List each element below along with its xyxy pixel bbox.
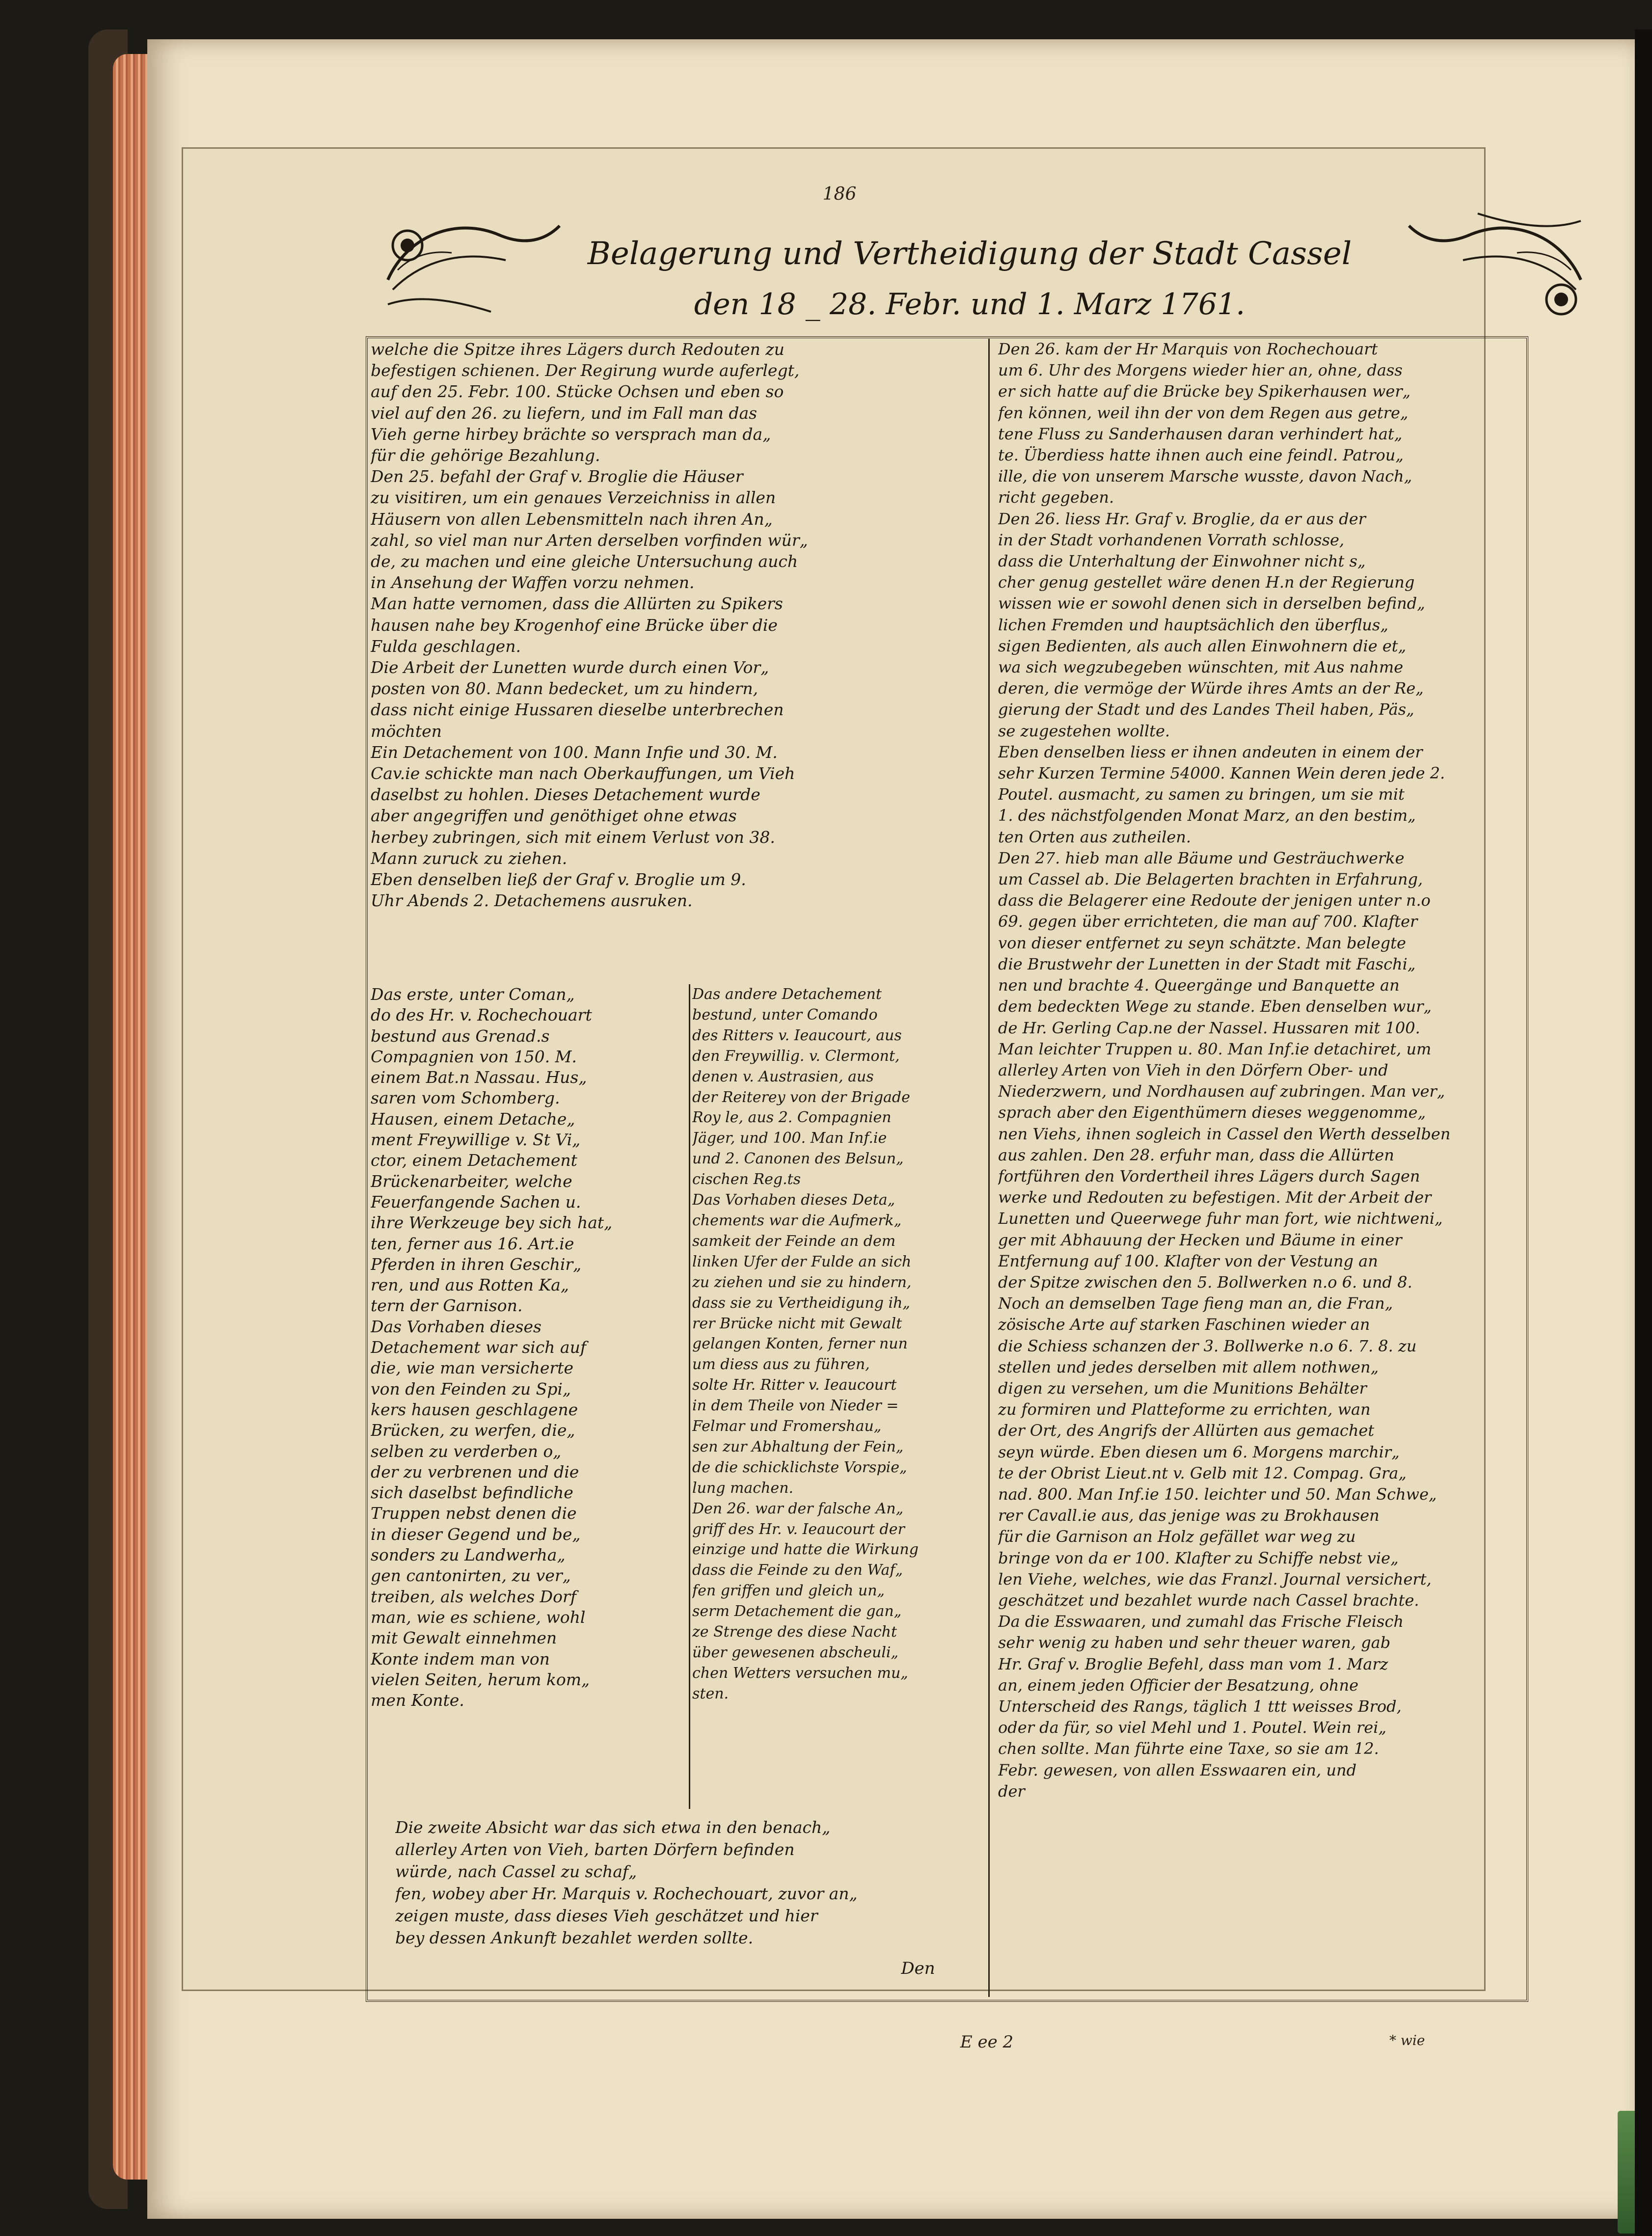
text-line: Da die Esswaaren, und zumahl das Frische Fleisch	[998, 1612, 1404, 1631]
text-line: dass sie zu Vertheidigung ih„	[692, 1294, 910, 1312]
text-line: fortführen den Vordertheil ihres Lägers durch Sagen	[998, 1166, 1420, 1185]
text-line: er sich hatte auf die Brücke bey Spikerhausen wer„	[998, 382, 1411, 401]
text-line: welche die Spitze ihres Lägers durch Redouten zu	[371, 340, 785, 359]
text-line: lichen Fremden und hauptsächlich den überflus„	[998, 615, 1388, 634]
text-line: zahl, so viel man nur Arten derselben vorfinden wür„	[371, 530, 808, 550]
text-line: auf den 25. Febr. 100. Stücke Ochsen und eben so	[371, 382, 784, 402]
first-detachment-text	[371, 984, 690, 1711]
text-line: geschätzet und bezahlet wurde nach Cassel brachte.	[998, 1590, 1419, 1610]
text-line: Hr. Graf v. Broglie Befehl, dass man vom 1. Marz	[998, 1654, 1388, 1673]
text-line: sehr wenig zu haben und sehr theuer waren, gab	[998, 1633, 1391, 1652]
text-line: ment Freywillige v. St Vi„	[371, 1130, 581, 1150]
text-line: linken Ufer der Fulde an sich	[692, 1253, 912, 1270]
text-line: sonders zu Landwerha„	[371, 1545, 566, 1565]
page-catchword: * wie	[1389, 2032, 1425, 2048]
column-divider	[988, 339, 990, 1997]
left-column-text	[371, 339, 975, 911]
text-line: Das Vorhaben dieses	[371, 1317, 542, 1336]
text-line: dass die Belagerer eine Redoute der jenigen unter n.o	[998, 891, 1431, 910]
text-line: solte Hr. Ritter v. Ieaucourt	[692, 1376, 897, 1394]
text-line: stellen und jedes derselben mit allem nothwen„	[998, 1357, 1379, 1376]
text-line: sehr Kurzen Termine 54000. Kannen Wein deren jede 2.	[998, 764, 1445, 783]
text-line: Häusern von allen Lebensmitteln nach ihren An„	[371, 509, 773, 529]
text-line: befestigen schienen. Der Regirung wurde auferlegt,	[371, 361, 800, 380]
text-line: Truppen nebst denen die	[371, 1504, 577, 1523]
text-line: ihre Werkzeuge bey sich hat„	[371, 1213, 613, 1233]
text-line: gen cantonirten, zu ver„	[371, 1566, 571, 1586]
text-line: Ein Detachement von 100. Mann Infie und 30. M.	[371, 742, 778, 762]
text-line: zu visitiren, um ein genaues Verzeichniss in allen	[371, 488, 776, 508]
text-line: chements war die Aufmerk„	[692, 1212, 902, 1229]
text-line: nen und brachte 4. Queergänge und Banquette an	[998, 976, 1400, 995]
text-line: nen Viehs, ihnen sogleich in Cassel den Werth desselben	[998, 1124, 1451, 1143]
text-line: man, wie es schiene, wohl	[371, 1607, 586, 1627]
text-line: Den 25. befahl der Graf v. Broglie die Häuser	[371, 467, 743, 486]
text-line: einzige und hatte die Wirkung	[692, 1541, 919, 1559]
text-line: nad. 800. Man Inf.ie 150. leichter und 50. Man Schwe„	[998, 1484, 1437, 1504]
text-line: Den 27. hieb man alle Bäume und Gesträuchwerke	[998, 848, 1405, 867]
text-line: in dieser Gegend und be„	[371, 1524, 581, 1544]
text-line: die, wie man versicherte	[371, 1358, 573, 1378]
plate-title: Belagerung und Vertheidigung der Stadt Cassel	[587, 236, 1352, 272]
text-line: do des Hr. v. Rochechouart	[371, 1005, 592, 1025]
text-line: richt gegeben.	[998, 488, 1114, 507]
text-line: digen zu versehen, um die Munitions Behälter	[998, 1378, 1367, 1398]
text-line: Eben denselben ließ der Graf v. Broglie um 9.	[371, 870, 746, 889]
text-line: zu formiren und Platteforme zu errichten, wan	[998, 1400, 1371, 1419]
text-line: chen sollte. Man führte eine Taxe, so sie am 12.	[998, 1739, 1379, 1758]
text-line: wa sich wegzubegeben wünschten, mit Aus nahme	[998, 658, 1404, 677]
text-line: für die Garnison an Holz gefället war weg zu	[998, 1527, 1356, 1546]
text-line: der	[998, 1781, 1025, 1801]
text-line: treiben, als welches Dorf	[371, 1587, 576, 1606]
text-line: Konte indem man von	[371, 1649, 550, 1669]
text-line: von den Feinden zu Spi„	[371, 1379, 571, 1399]
text-line: der Reiterey von der Brigade	[692, 1088, 910, 1106]
text-line: serm Detachement die gan„	[692, 1603, 902, 1620]
page-number: 186	[822, 184, 857, 204]
text-line: von dieser entfernet zu seyn schätzte. Man belegte	[998, 933, 1406, 952]
text-line: len Viehe, welches, wie das Franzl. Journal versichert,	[998, 1569, 1432, 1589]
text-line: ren, und aus Rotten Ka„	[371, 1275, 569, 1295]
text-line: Noch an demselben Tage fieng man an, die Fran„	[998, 1294, 1393, 1313]
text-line: zösische Arte auf starken Faschinen wieder an	[998, 1315, 1370, 1334]
text-line: für die gehörige Bezahlung.	[371, 446, 600, 465]
text-line: Compagnien von 150. M.	[371, 1047, 577, 1066]
text-line: herbey zubringen, sich mit einem Verlust von 38.	[371, 827, 775, 847]
text-line: Cav.ie schickte man nach Oberkauffungen, um Vieh	[371, 764, 795, 783]
text-line: den Freywillig. v. Clermont,	[692, 1047, 900, 1065]
text-line: dass die Unterhaltung der Einwohner nicht s„	[998, 552, 1366, 571]
text-line: deren, die vermöge der Würde ihres Amts an der Re„	[998, 679, 1424, 698]
second-detachment-text	[692, 984, 982, 1704]
text-line: lung machen.	[692, 1479, 794, 1497]
text-line: seyn würde. Eben diesen um 6. Morgens marchir„	[998, 1442, 1400, 1461]
text-line: bestund, unter Comando	[692, 1006, 878, 1024]
text-line: der Spitze zwischen den 5. Bollwerken n.o 6. und 8.	[998, 1272, 1412, 1292]
text-line: sich daselbst befindliche	[371, 1483, 573, 1503]
text-line: sten.	[692, 1685, 729, 1702]
text-line: Uhr Abends 2. Detachemens ausruken.	[371, 891, 693, 911]
text-line: men Konte.	[371, 1691, 464, 1710]
text-line: Man leichter Truppen u. 80. Man Inf.ie detachiret, um	[998, 1039, 1432, 1058]
text-line: Lunetten und Queerwege fuhr man fort, wie nichtweni„	[998, 1209, 1443, 1228]
text-line: tern der Garnison.	[371, 1296, 523, 1316]
text-line: des Ritters v. Ieaucourt, aus	[692, 1026, 902, 1044]
text-line: de die schicklichste Vorspie„	[692, 1458, 907, 1476]
left-column-catchword: Den	[901, 1959, 935, 1978]
text-line: Felmar und Fromershau„	[692, 1418, 882, 1435]
text-line: dem bedeckten Wege zu stande. Eben denselben wur„	[998, 997, 1432, 1016]
text-line: Das andere Detachement	[692, 986, 882, 1003]
text-line: und 2. Canonen des Belsun„	[692, 1150, 904, 1168]
text-line: Das Vorhaben dieses Deta„	[692, 1191, 895, 1209]
text-line: mit Gewalt einnehmen	[371, 1628, 557, 1648]
text-line: um Cassel ab. Die Belagerten brachten in Erfahrung,	[998, 870, 1423, 889]
text-line: rer Cavall.ie aus, das jenige was zu Brokhausen	[998, 1506, 1380, 1525]
text-line: Eben denselben liess er ihnen andeuten in einem der	[998, 742, 1423, 761]
text-line: denen v. Austrasien, aus	[692, 1068, 874, 1085]
text-line: griff des Hr. v. Ieaucourt der	[692, 1520, 905, 1538]
text-line: zeigen muste, dass dieses Vieh geschätzet und hier	[395, 1906, 818, 1925]
text-line: Feuerfangende Sachen u.	[371, 1192, 581, 1212]
text-line: Brücken, zu werfen, die„	[371, 1421, 575, 1440]
text-line: Den 26. liess Hr. Graf v. Broglie, da er aus der	[998, 509, 1366, 528]
text-line: Vieh gerne hirbey brächte so versprach man da„	[371, 424, 771, 444]
text-line: saren vom Schomberg.	[371, 1088, 560, 1108]
text-line: ten Orten aus zutheilen.	[998, 827, 1192, 846]
right-scroll-ornament	[1404, 206, 1591, 319]
text-line: die Brustwehr der Lunetten in der Stadt mit Faschi„	[998, 954, 1416, 973]
text-line: Poutel. ausmacht, zu samen zu bringen, um sie mit	[998, 785, 1405, 804]
signature-mark: E ee 2	[960, 2032, 1014, 2052]
text-line: ctor, einem Detachement	[371, 1151, 577, 1170]
text-line: viel auf den 26. zu liefern, und im Fall man das	[371, 403, 758, 423]
text-line: gelangen Konten, ferner nun	[692, 1335, 908, 1353]
text-line: in dem Theile von Nieder =	[692, 1397, 899, 1415]
text-line: cher genug gestellet wäre denen H.n der Regierung	[998, 573, 1415, 592]
text-line: in Ansehung der Waffen vorzu nehmen.	[371, 573, 695, 593]
text-line: sigen Bedienten, als auch allen Einwohnern die et„	[998, 636, 1407, 655]
text-line: kers hausen geschlagene	[371, 1400, 578, 1419]
text-line: Die Arbeit der Lunetten wurde durch einen Vor„	[371, 658, 769, 677]
text-line: samkeit der Feinde an dem	[692, 1232, 896, 1250]
text-line: würde, nach Cassel zu schaf„	[395, 1862, 637, 1881]
text-line: daselbst zu hohlen. Dieses Detachement wurde	[371, 785, 760, 805]
text-line: se zugestehen wollte.	[998, 721, 1170, 740]
text-line: sprach aber den Eigenthümern dieses weggenomme„	[998, 1103, 1426, 1122]
text-line: über gewesenen abscheuli„	[692, 1644, 899, 1661]
text-line: oder da für, so viel Mehl und 1. Poutel. Wein rei„	[998, 1718, 1387, 1737]
text-line: cischen Reg.ts	[692, 1171, 801, 1188]
text-line: rer Brücke nicht mit Gewalt	[692, 1315, 902, 1332]
text-line: Den 26. kam der Hr Marquis von Rochechouart	[998, 340, 1378, 358]
text-line: Niederzwern, und Nordhausen auf zubringen. Man ver„	[998, 1082, 1445, 1101]
text-line: fen griffen und gleich un„	[692, 1582, 885, 1600]
text-line: Mann zuruck zu ziehen.	[371, 848, 568, 868]
text-line: Unterscheid des Rangs, täglich 1 ttt weisses Brod,	[998, 1697, 1402, 1716]
text-line: Die zweite Absicht war das sich etwa in den benach„	[395, 1818, 831, 1837]
text-line: Brückenarbeiter, welche	[371, 1171, 572, 1191]
text-line: Roy le, aus 2. Compagnien	[692, 1109, 892, 1127]
text-line: 69. gegen über errichteten, die man auf 700. Klafter	[998, 912, 1418, 931]
text-line: selben zu verderben o„	[371, 1441, 562, 1461]
text-line: um diess aus zu führen,	[692, 1356, 870, 1374]
text-line: fen können, weil ihn der von dem Regen aus getre„	[998, 403, 1408, 422]
text-line: allerley Arten von Vieh in den Dörfern Ober- und	[998, 1060, 1388, 1079]
text-line: bringe von da er 100. Klafter zu Schiffe nebst vie„	[998, 1548, 1399, 1567]
text-line: Jäger, und 100. Man Inf.ie	[692, 1130, 887, 1147]
text-line: chen Wetters versuchen mu„	[692, 1664, 908, 1682]
text-line: ille, die von unserem Marsche wusste, davon Nach„	[998, 467, 1412, 486]
text-line: in der Stadt vorhandenen Vorrath schlosse,	[998, 530, 1345, 549]
plate-subtitle: den 18 _ 28. Febr. und 1. Marz 1761.	[694, 287, 1246, 322]
text-line: möchten	[371, 721, 442, 741]
text-line: Fulda geschlagen.	[371, 636, 521, 656]
scan-border	[1635, 29, 1652, 2236]
text-line: wissen wie er sowohl denen sich in derselben befind„	[998, 594, 1425, 613]
text-line: bey dessen Ankunft bezahlet werden sollte.	[395, 1928, 754, 1947]
text-line: der Ort, des Angrifs der Allürten aus gemachet	[998, 1421, 1375, 1440]
text-line: 1. des nächstfolgenden Monat Marz, an den bestim„	[998, 806, 1416, 825]
text-line: Man hatte vernomen, dass die Allürten zu Spikers	[371, 594, 783, 614]
text-line: Febr. gewesen, von allen Esswaaren ein, und	[998, 1760, 1357, 1779]
text-line: um 6. Uhr des Morgens wieder hier an, ohne, dass	[998, 361, 1403, 380]
text-line: zu ziehen und sie zu hindern,	[692, 1273, 912, 1291]
right-column-text	[998, 339, 1570, 1802]
text-line: te der Obrist Lieut.nt v. Gelb mit 12. Compag. Gra„	[998, 1463, 1407, 1482]
text-line: posten von 80. Mann bedecket, um zu hindern,	[371, 679, 758, 699]
text-line: de Hr. Gerling Cap.ne der Nassel. Hussaren mit 100.	[998, 1018, 1420, 1037]
text-line: Entfernung auf 100. Klafter von der Vestung an	[998, 1251, 1378, 1270]
text-line: sen zur Abhaltung der Fein„	[692, 1438, 904, 1455]
text-line: Detachement war sich auf	[371, 1338, 587, 1357]
text-line: ze Strenge des diese Nacht	[692, 1623, 897, 1641]
text-line: gierung der Stadt und des Landes Theil haben, Päs„	[998, 700, 1414, 719]
text-line: tene Fluss zu Sanderhausen daran verhindert hat„	[998, 424, 1403, 443]
text-line: fen, wobey aber Hr. Marquis v. Rochechouart, zuvor an„	[395, 1884, 858, 1903]
text-line: ger mit Abhauung der Hecken und Bäume in einer	[998, 1230, 1402, 1249]
text-line: Hausen, einem Detache„	[371, 1109, 575, 1129]
text-line: Pferden in ihren Geschir„	[371, 1254, 582, 1274]
text-line: einem Bat.n Nassau. Hus„	[371, 1068, 587, 1087]
text-line: die Schiess schanzen der 3. Bollwerke n.o 6. 7. 8. zu	[998, 1336, 1417, 1355]
text-line: aus zahlen. Den 28. erfuhr man, dass die Allürten	[998, 1145, 1394, 1164]
text-line: allerley Arten von Vieh, barten Dörfern befinden	[395, 1840, 795, 1859]
text-line: bestund aus Grenad.s	[371, 1026, 550, 1046]
text-line: de, zu machen und eine gleiche Untersuchung auch	[371, 552, 798, 571]
text-line: aber angegriffen und genöthiget ohne etwas	[371, 806, 737, 826]
text-line: Das erste, unter Coman„	[371, 985, 575, 1004]
text-line: dass nicht einige Hussaren dieselbe unterbrechen	[371, 700, 784, 720]
text-line: werke und Redouten zu befestigen. Mit der Arbeit der	[998, 1188, 1432, 1207]
text-line: der zu verbrenen und die	[371, 1462, 579, 1482]
left-column-closing-text	[395, 1816, 1009, 1949]
text-line: Den 26. war der falsche An„	[692, 1500, 904, 1517]
text-line: ten, ferner aus 16. Art.ie	[371, 1234, 574, 1253]
text-line: an, einem jeden Officier der Besatzung, ohne	[998, 1675, 1359, 1695]
text-line: hausen nahe bey Krogenhof eine Brücke über die	[371, 615, 778, 635]
text-line: vielen Seiten, herum kom„	[371, 1670, 590, 1689]
text-line: dass die Feinde zu den Waf„	[692, 1562, 903, 1579]
text-line: te. Überdiess hatte ihnen auch eine feindl. Patrou„	[998, 446, 1404, 465]
page-stack-edge	[113, 54, 152, 2180]
